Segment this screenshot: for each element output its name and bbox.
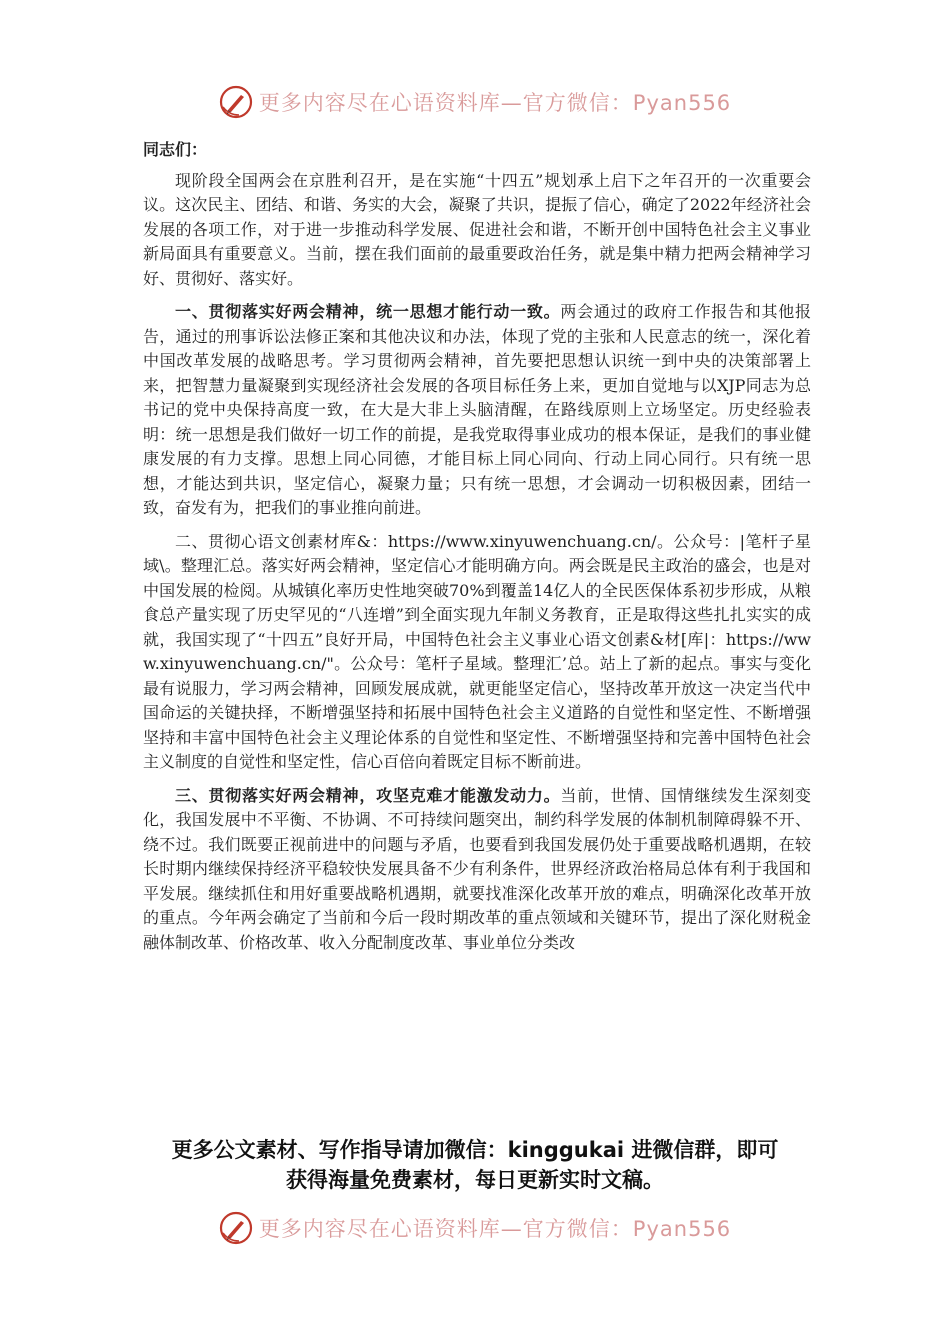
document-body (143, 138, 811, 964)
footer-banner (0, 1206, 950, 1250)
section-3-heading: 三、贯彻落实好两会精神，攻坚克难才能激发动力。 (175, 785, 561, 805)
paragraph-intro-body: 现阶段全国两会在京胜利召开，是在实施“十四五”规划承上启下之年召开的一次重要会议。这次民主、团结、和谐、务实的大会，凝聚了共识，提振了信心，确定了2022年经济社会发展的各项工作，对于进一步推动科学发展、促进社会和谐，不断开创中国特色社会主义事业新局面具有重要意义。当前，摆在我们面前的最重要政治任务，就是集中精力把两会精神学习好、贯彻好、落实好。 (143, 170, 811, 288)
promo-note-line-2: 获得海量免费素材，每日更新实时文稿。 (286, 1168, 664, 1192)
pen-logo-icon (219, 85, 253, 119)
promo-note (120, 1135, 830, 1195)
header-banner (0, 80, 950, 124)
paragraph-section-3 (143, 784, 811, 956)
paragraph-section-1 (143, 300, 811, 521)
paragraph-section-2 (143, 530, 811, 775)
footer-banner-text: 更多内容尽在心语资料库—官方微信：Pyan556 (258, 1217, 732, 1241)
pen-logo-icon (219, 1211, 253, 1245)
section-2-body: 二、贯彻心语文创素材库&：https://www.xinyuwenchuang.cn/。公众号：|笔杆子星域\。整理汇总。落实好两会精神，坚定信心才能明确方向。两会既是民主政治的盛会，也是对中国发展的检阅。从城镇化率历史性地突破70%到覆盖14亿人的全民医保体系初步形成，从粮食总产量实现了历史罕见的“八连增”到全面实现九年制义务教育，正是取得这些扎扎实实的成就，我国实现了“十四五”良好开局，中国特色社会主义事业心语文创素&材[库|：https://www.xinyuwenchuang.cn/"。公众号：笔杆子星域。整理汇’总。站上了新的起点。事实与变化最有说服力，学习两会精神，回顾发展成就，就更能坚定信心，坚持改革开放这一决定当代中国命运的关键抉择，不断增强坚持和拓展中国特色社会主义道路的自觉性和坚定性、不断增强坚持和丰富中国特色社会主义理论体系的自觉性和坚定性、不断增强坚持和完善中国特色社会主义制度的自觉性和坚定性，信心百倍向着既定目标不断前进。 (143, 531, 811, 771)
section-1-heading: 一、贯彻落实好两会精神，统一思想才能行动一致。 (175, 302, 561, 321)
section-3-body: 当前，世情、国情继续发生深刻变化，我国发展中不平衡、不协调、不可持续问题突出，制约科学发展的体制机制障碍躲不开、绕不过。我们既要正视前进中的问题与矛盾，也要看到我国发展仍处于重要战略机遇期，在较长时期内继续保持经济平稳较快发展具备不少有利条件，世界经济政治格局总体有利于我国和平发展。继续抓住和用好重要战略机遇期，就要找准深化改革开放的难点，明确深化改革开放的重点。今年两会确定了当前和今后一段时期改革的重点领域和关键环节，提出了深化财税金融体制改革、价格改革、收入分配制度改革、事业单位分类改 (143, 785, 811, 952)
paragraph-intro (143, 169, 811, 292)
section-1-body: 两会通过的政府工作报告和其他报告，通过的刑事诉讼法修正案和其他决议和办法，体现了党的主张和人民意志的统一，深化着中国改革发展的战略思考。学习贯彻两会精神，首先要把思想认识统一到中央的决策部署上来，把智慧力量凝聚到实现经济社会发展的各项目标任务上来，更加自觉地与以XJP同志为总书记的党中央保持高度一致，在大是大非上头脑清醒，在路线原则上立场坚定。历史经验表明：统一思想是我们做好一切工作的前提，是我党取得事业成功的根本保证，是我们的事业健康发展的有力支撑。思想上同心同德，才能目标上同心同向、行动上同心同行。只有统一思想，才能达到共识，坚定信心，凝聚力量；只有统一思想，才会调动一切积极因素，团结一致，奋发有为，把我们的事业推向前进。 (143, 302, 811, 517)
header-banner-text: 更多内容尽在心语资料库—官方微信：Pyan556 (258, 91, 732, 115)
promo-note-line-1: 更多公文素材、写作指导请加微信：kinggukai 进微信群，即可 (171, 1138, 779, 1162)
greeting: 同志们： (143, 140, 208, 159)
